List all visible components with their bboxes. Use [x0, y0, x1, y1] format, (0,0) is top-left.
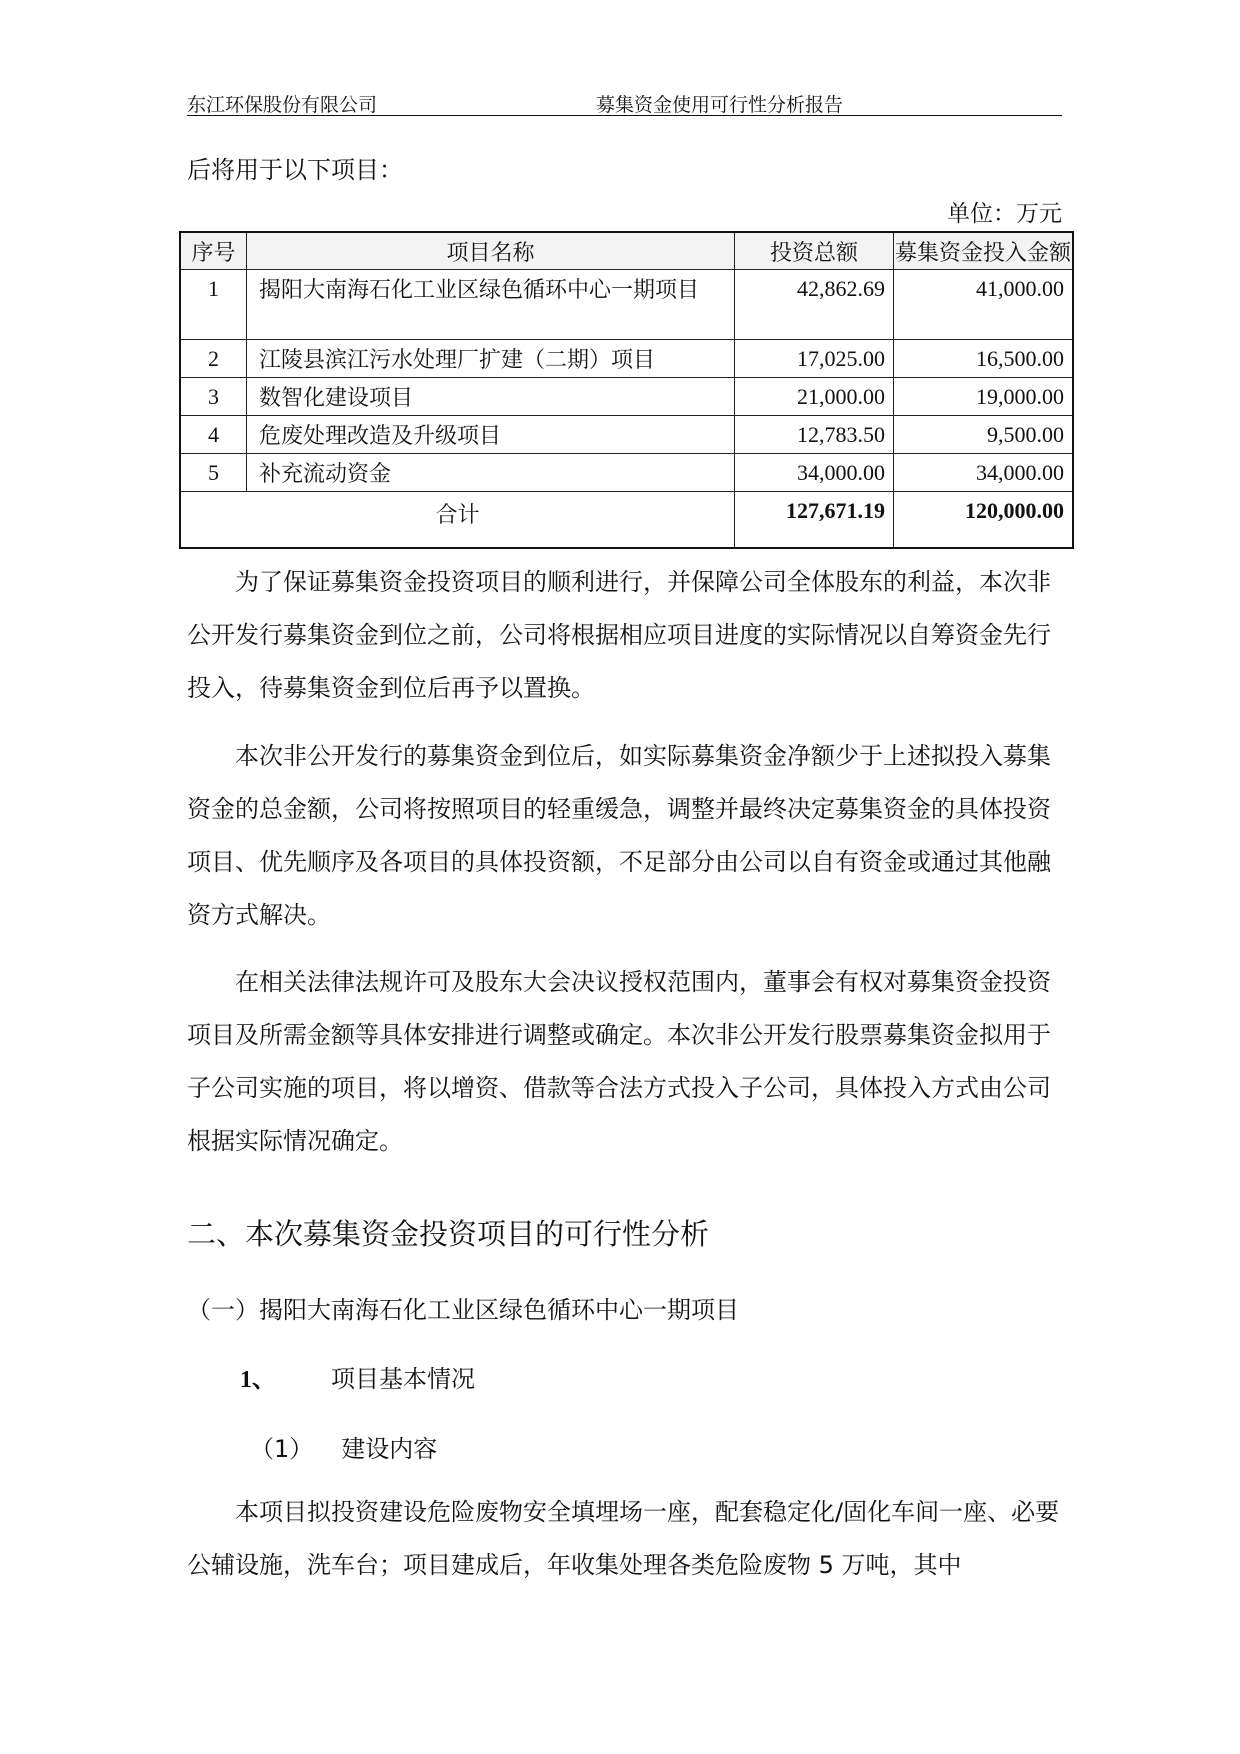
row-name: 揭阳大南海石化工业区绿色循环中心一期项目: [247, 270, 735, 340]
row-raised: 19,000.00: [894, 378, 1074, 416]
total-amount: 127,671.19: [735, 492, 894, 548]
table-row: [180, 454, 1073, 492]
row-name: 江陵县滨江污水处理厂扩建（二期）项目: [247, 340, 735, 378]
header-raised: 募集资金投入金额: [894, 232, 1074, 270]
subsection-number: 1、: [240, 1367, 276, 1393]
header-rule: [187, 115, 1062, 116]
header-total: 投资总额: [735, 232, 894, 270]
row-raised: 34,000.00: [894, 454, 1074, 492]
header-name: 项目名称: [247, 232, 735, 270]
total-label: 合计: [180, 492, 735, 548]
row-no: 5: [180, 454, 247, 492]
paragraph-2: 本次非公开发行的募集资金到位后，如实际募集资金净额少于上述拟投入募集资金的总金额，公司将按照项目的轻重缓急，调整并最终决定募集资金的具体投资项目、优先顺序及各项目的具体投资额，不足部分由公司以自有资金或通过其他融资方式解决。: [187, 742, 1051, 929]
row-total: 21,000.00: [735, 378, 894, 416]
subsection-title: 建设内容: [341, 1435, 438, 1463]
row-raised: 9,500.00: [894, 416, 1074, 454]
subsection-1-1-1-heading: [250, 1429, 437, 1464]
total-raised: 120,000.00: [894, 492, 1074, 548]
paragraph-4: 本项目拟投资建设危险废物安全填埋场一座，配套稳定化/固化车间一座、必要公辅设施，洗车台；项目建成后，年收集处理各类危险废物 5 万吨，其中: [187, 1498, 1060, 1579]
intro-text: 后将用于以下项目：: [187, 156, 403, 184]
header-company: 东江环保股份有限公司: [187, 94, 378, 116]
row-no: 4: [180, 416, 247, 454]
table-row: [180, 270, 1073, 340]
row-name: 危废处理改造及升级项目: [247, 416, 735, 454]
row-name: 补充流动资金: [247, 454, 735, 492]
row-name: 数智化建设项目: [247, 378, 735, 416]
subsection-1-1-heading: [240, 1359, 475, 1394]
subsection-1-heading: （一）揭阳大南海石化工业区绿色循环中心一期项目: [187, 1296, 739, 1324]
header-report-title: 募集资金使用可行性分析报告: [596, 94, 844, 116]
table-header-row: [180, 232, 1073, 270]
row-raised: 41,000.00: [894, 270, 1074, 340]
unit-label: 单位：万元: [947, 201, 1062, 227]
fund-table: [179, 231, 1074, 549]
row-no: 3: [180, 378, 247, 416]
table-total-row: [180, 492, 1073, 548]
row-no: 1: [180, 270, 247, 340]
row-total: 12,783.50: [735, 416, 894, 454]
table-row: [180, 416, 1073, 454]
paragraph-3: 在相关法律法规许可及股东大会决议授权范围内，董事会有权对募集资金投资项目及所需金额等具体安排进行调整或确定。本次非公开发行股票募集资金拟用于子公司实施的项目，将以增资、借款等合法方式投入子公司，具体投入方式由公司根据实际情况确定。: [187, 968, 1051, 1155]
paragraph-1: 为了保证募集资金投资项目的顺利进行，并保障公司全体股东的利益，本次非公开发行募集资金到位之前，公司将根据相应项目进度的实际情况以自筹资金先行投入，待募集资金到位后再予以置换。: [187, 568, 1051, 702]
row-total: 34,000.00: [735, 454, 894, 492]
table-row: [180, 378, 1073, 416]
row-total: 42,862.69: [735, 270, 894, 340]
table-row: [180, 340, 1073, 378]
header-no: 序号: [180, 232, 247, 270]
row-raised: 16,500.00: [894, 340, 1074, 378]
section-2-heading: 二、本次募集资金投资项目的可行性分析: [187, 1217, 710, 1251]
row-no: 2: [180, 340, 247, 378]
row-total: 17,025.00: [735, 340, 894, 378]
subsection-title: 项目基本情况: [331, 1365, 475, 1393]
subsection-number: （1）: [250, 1435, 314, 1463]
